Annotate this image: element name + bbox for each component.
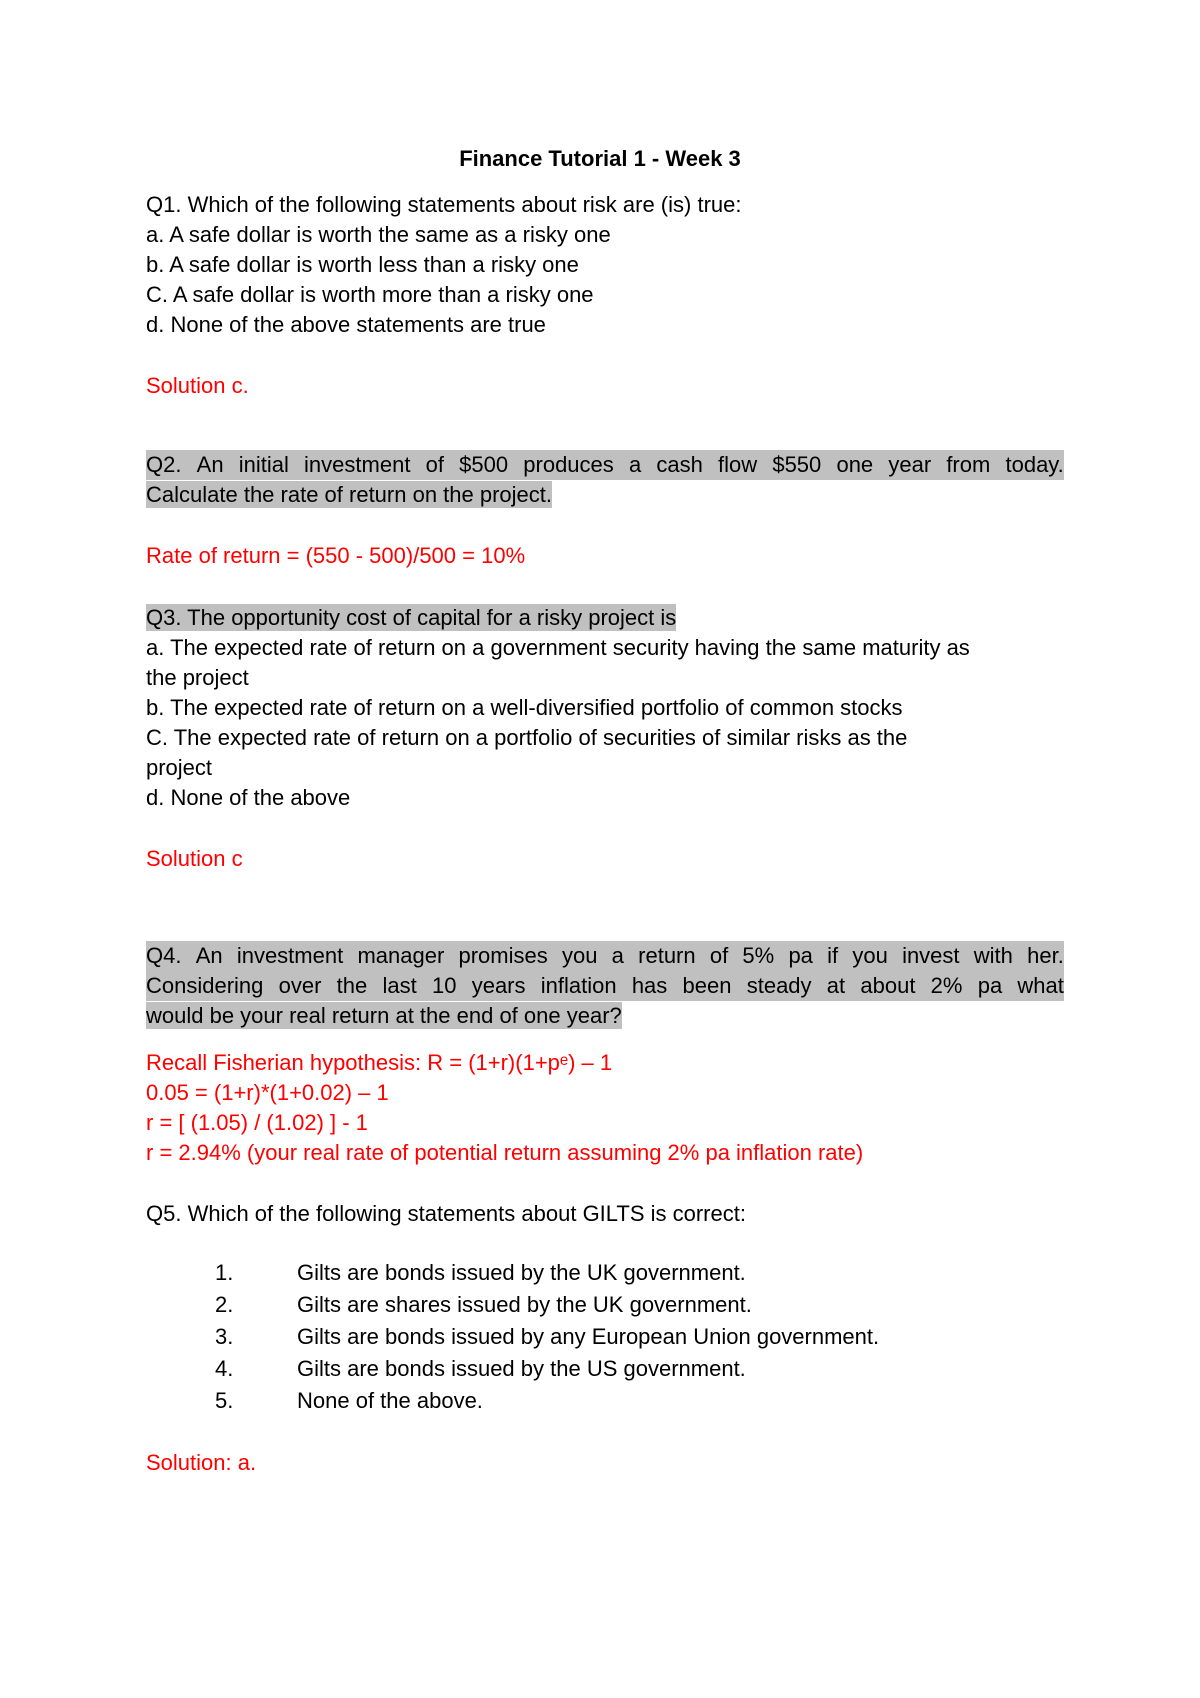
q1-option-b: b. A safe dollar is worth less than a risky one <box>146 252 579 277</box>
q3-option-c-cont: project <box>146 755 213 780</box>
q3-question <box>146 603 1064 633</box>
q4-solution-line-2: 0.05 = (1+r)*(1+0.02) – 1 <box>146 1080 389 1105</box>
q4-solution-line-4: r = 2.94% (your real rate of potential return assuming 2% pa inflation rate) <box>146 1140 864 1165</box>
document-title: Finance Tutorial 1 - Week 3 <box>459 146 741 171</box>
q3-option-b: b. The expected rate of return on a well-diversified portfolio of common stocks <box>146 695 903 720</box>
q1-solution: Solution c. <box>146 373 249 398</box>
q1-question: Q1. Which of the following statements about risk are (is) true: <box>146 192 742 217</box>
list-item-text: Gilts are bonds issued by any European Union government. <box>297 1324 880 1349</box>
q2-question <box>146 450 1064 510</box>
q3-option-d: d. None of the above <box>146 785 351 810</box>
q3-option-a: a. The expected rate of return on a government security having the same maturity as <box>146 635 970 660</box>
q5-question: Q5. Which of the following statements about GILTS is correct: <box>146 1201 746 1226</box>
list-item-number: 2. <box>215 1292 234 1317</box>
list-item-text: None of the above. <box>297 1388 483 1413</box>
q3-option-a-cont: the project <box>146 665 249 690</box>
list-item-text: Gilts are bonds issued by the US government. <box>297 1356 746 1381</box>
list-item-number: 1. <box>215 1260 234 1285</box>
q2-solution: Rate of return = (550 - 500)/500 = 10% <box>146 543 526 568</box>
list-item-number: 3. <box>215 1324 234 1349</box>
q1-option-c: C. A safe dollar is worth more than a risky one <box>146 282 594 307</box>
q3-option-c: C. The expected rate of return on a portfolio of securities of similar risks as the <box>146 725 908 750</box>
q4-question-line-3: would be your real return at the end of one year? <box>146 1003 622 1028</box>
list-item-number: 4. <box>215 1356 234 1381</box>
q1-option-d: d. None of the above statements are true <box>146 312 546 337</box>
q4-solution-line-3: r = [ (1.05) / (1.02) ] - 1 <box>146 1110 368 1135</box>
q3-question-text: Q3. The opportunity cost of capital for a risky project is <box>146 605 677 630</box>
q1-option-a: a. A safe dollar is worth the same as a risky one <box>146 222 611 247</box>
q4-question: Q4. An investment manager promises you a return of 5% pa if you invest with her. Considering over the last 10 years inflation has been steady at about 2% pa what would be your real return at the end of one year? <box>146 943 1064 1028</box>
list-item-number: 5. <box>215 1388 234 1413</box>
q2-question-line-1: Q2. An initial investment of $500 produces a cash flow $550 one year from today. <box>146 450 1064 480</box>
list-item-text: Gilts are bonds issued by the UK government. <box>297 1260 746 1285</box>
q4-solution-line-1: Recall Fisherian hypothesis: R = (1+r)(1+pᵉ) – 1 <box>146 1050 613 1075</box>
q5-solution: Solution: a. <box>146 1450 257 1475</box>
list-item-text: Gilts are shares issued by the UK government. <box>297 1292 752 1317</box>
q2-question-line-2: Calculate the rate of return on the project. <box>146 482 553 507</box>
q3-solution: Solution c <box>146 846 243 871</box>
